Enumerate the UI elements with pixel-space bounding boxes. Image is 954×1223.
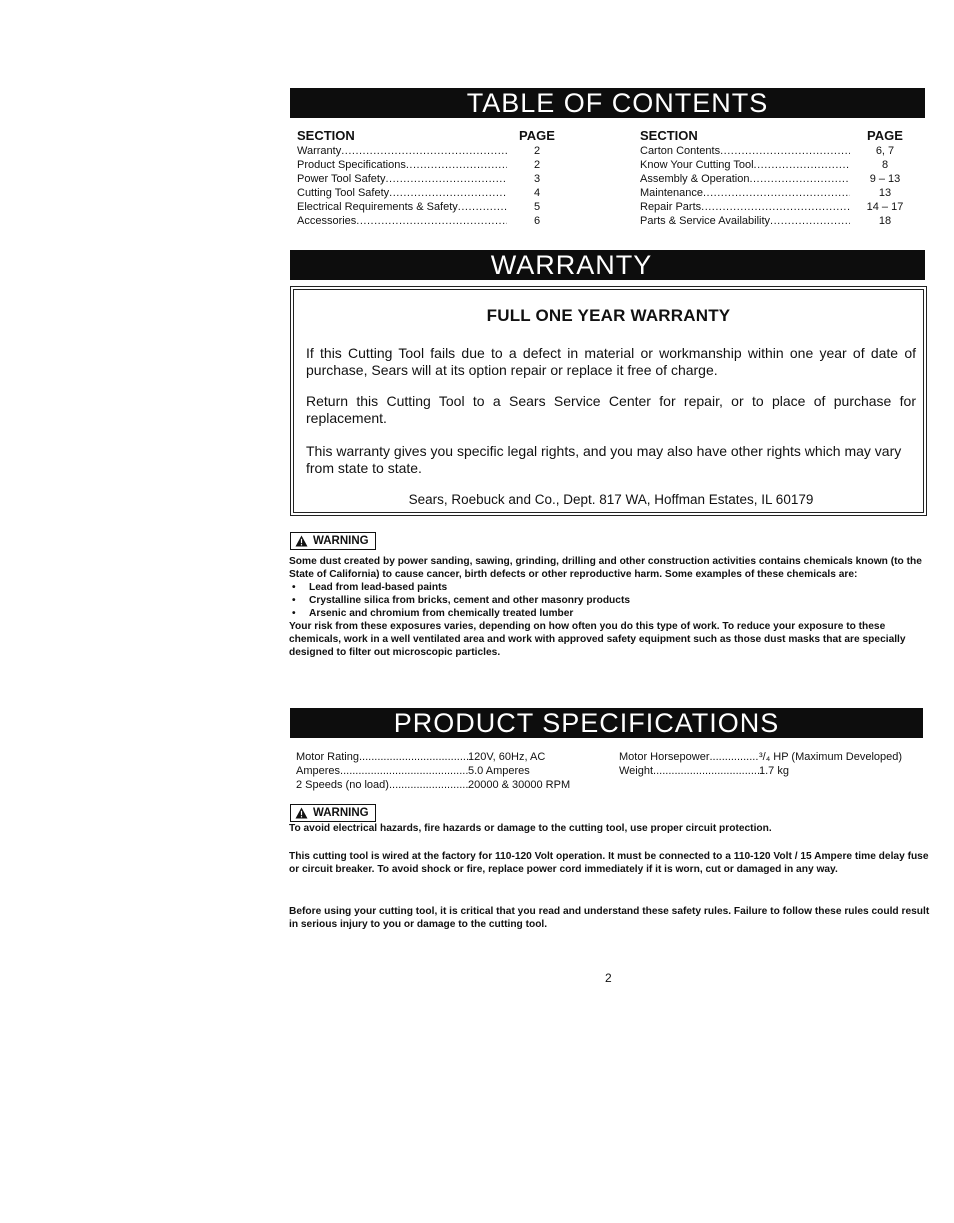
warning-label: WARNING: [313, 535, 369, 547]
toc-entry-page: 18: [878, 215, 892, 227]
spec-label: Motor Horsepower: [619, 751, 710, 763]
warning-label: WARNING: [313, 807, 369, 819]
warning-triangle-icon: [295, 807, 308, 819]
spec-row: [619, 764, 929, 778]
toc-entry-label: Maintenance: [640, 187, 703, 199]
specs-left-column: [296, 750, 596, 792]
toc-entry-label: Repair Parts: [640, 201, 702, 213]
spec-label: Amperes: [296, 765, 341, 777]
spec-value: 5.0 Amperes: [468, 765, 530, 777]
toc-entry-page: 9 – 13: [869, 173, 901, 185]
toc-entry[interactable]: [297, 200, 567, 214]
toc-entry-page: 4: [533, 187, 541, 199]
specs-title-bar: [290, 708, 923, 738]
toc-right-column: [640, 128, 920, 228]
toc-entry-page: 5: [533, 201, 541, 213]
toc-entry-page: 8: [881, 159, 889, 171]
toc-entry-label: Cutting Tool Safety: [297, 187, 390, 199]
chemical-list-item: • Arsenic and chromium from chemically treated lumber: [289, 607, 939, 620]
toc-entry-page: 14 – 17: [866, 201, 904, 213]
toc-left-header: [297, 128, 567, 144]
safety-rules-paragraph: Before using your cutting tool, it is critical that you read and understand these safety rules. Failure to follow these rules could result in serious injury to you or damage to the cutting tool.: [289, 906, 930, 930]
chemical-list-item: • Lead from lead-based paints: [289, 581, 939, 594]
spec-value: 1.7 kg: [759, 765, 789, 777]
specs-right-column: [619, 750, 929, 778]
warranty-box: [290, 286, 927, 516]
page-number: 2: [605, 971, 612, 985]
chemical-list: [289, 581, 939, 620]
toc-entry[interactable]: [297, 144, 567, 158]
toc-entry-page: 2: [533, 145, 541, 157]
toc-title-bar: [290, 88, 925, 118]
spec-label: Motor Rating: [296, 751, 359, 763]
toc-entry[interactable]: [297, 158, 567, 172]
toc-entry-label: Carton Contents: [640, 145, 721, 157]
warranty-heading: FULL ONE YEAR WARRANTY: [486, 306, 731, 325]
toc-entry-label: Assembly & Operation: [640, 173, 750, 185]
warranty-address: Sears, Roebuck and Co., Dept. 817 WA, Hoffman Estates, IL 60179: [408, 492, 814, 507]
spec-value: 20000 & 30000 RPM: [468, 779, 571, 791]
spec-row: [619, 750, 929, 764]
toc-right-header: [640, 128, 920, 144]
warranty-title-bar: [290, 250, 925, 280]
warning-triangle-icon: [295, 535, 308, 547]
warning-label-box: [290, 804, 376, 822]
toc-entry-label: Electrical Requirements & Safety: [297, 201, 458, 213]
toc-entry[interactable]: [640, 158, 920, 172]
spec-value: ³/₄ HP (Maximum Developed): [759, 751, 903, 763]
electrical-warning-paragraph: This cutting tool is wired at the factory for 110-120 Volt operation. It must be connected to a 110-120 Volt / 15 Ampere time delay fuse or circuit breaker. To avoid shock or fire, replace power cord immediately if it is worn, cut or damaged in any way.: [289, 851, 929, 875]
toc-section-header: SECTION: [640, 128, 698, 143]
spec-label: 2 Speeds (no load): [296, 779, 389, 791]
warning-label-box: [290, 532, 376, 550]
toc-entry[interactable]: [297, 186, 567, 200]
warranty-title: WARRANTY: [490, 250, 653, 280]
spec-row: [296, 750, 596, 764]
toc-entry-label: Power Tool Safety: [297, 173, 386, 185]
warranty-paragraph: If this Cutting Tool fails due to a defect in material or workmanship within one year of date of purchase, Sears will at its option repair or replace it free of charge.: [306, 345, 916, 378]
toc-page-header: PAGE: [867, 128, 903, 143]
toc-entry-page: 3: [533, 173, 541, 185]
toc-entry[interactable]: [640, 172, 920, 186]
spec-label: Weight: [619, 765, 654, 777]
prop65-warning-text: [289, 555, 939, 659]
chemical-list-item: • Crystalline silica from bricks, cement and other masonry products: [289, 594, 939, 607]
spec-value: 120V, 60Hz, AC: [468, 751, 546, 763]
toc-entry[interactable]: [640, 186, 920, 200]
spec-row: [296, 764, 596, 778]
toc-entry-page: 13: [878, 187, 892, 199]
warning-intro: Some dust created by power sanding, sawing, grinding, drilling and other construction activities contains chemicals known (to the State of California) to cause cancer, birth defects or other reproductive harm. Some examples of these chemicals are:: [289, 556, 922, 580]
toc-entry-page: 6, 7: [875, 145, 895, 157]
specs-title: PRODUCT SPECIFICATIONS: [393, 708, 780, 738]
toc-entry-label: Parts & Service Availability: [640, 215, 771, 227]
toc-section-header: SECTION: [297, 128, 355, 143]
toc-title: TABLE OF CONTENTS: [466, 88, 769, 118]
toc-entry-label: Product Specifications: [297, 159, 406, 171]
electrical-warning-paragraph: To avoid electrical hazards, fire hazards or damage to the cutting tool, use proper circuit protection.: [289, 823, 772, 834]
toc-entry-label: Warranty: [297, 145, 342, 157]
toc-entry-page: 6: [533, 215, 541, 227]
toc-entry-label: Know Your Cutting Tool: [640, 159, 754, 171]
warning-outro: Your risk from these exposures varies, depending on how often you do this type of work. To reduce your exposure to these chemicals, work in a well ventilated area and work with approved safety equipment such as those dust masks that are specially designed to filter out microscopic particles.: [289, 621, 906, 658]
toc-page-header: PAGE: [519, 128, 555, 143]
warranty-paragraph: This warranty gives you specific legal rights, and you may also have other rights which may vary from state to state.: [306, 443, 902, 476]
toc-entry[interactable]: [640, 144, 920, 158]
spec-row: [296, 778, 596, 792]
toc-entry-label: Accessories: [297, 215, 357, 227]
warranty-paragraph: Return this Cutting Tool to a Sears Service Center for repair, or to place of purchase for replacement.: [306, 393, 916, 426]
toc-entry[interactable]: [640, 200, 920, 214]
toc-entry[interactable]: [640, 214, 920, 228]
toc-entry[interactable]: [297, 172, 567, 186]
toc-entry-page: 2: [533, 159, 541, 171]
toc-entry[interactable]: [297, 214, 567, 228]
toc-left-column: [297, 128, 567, 228]
